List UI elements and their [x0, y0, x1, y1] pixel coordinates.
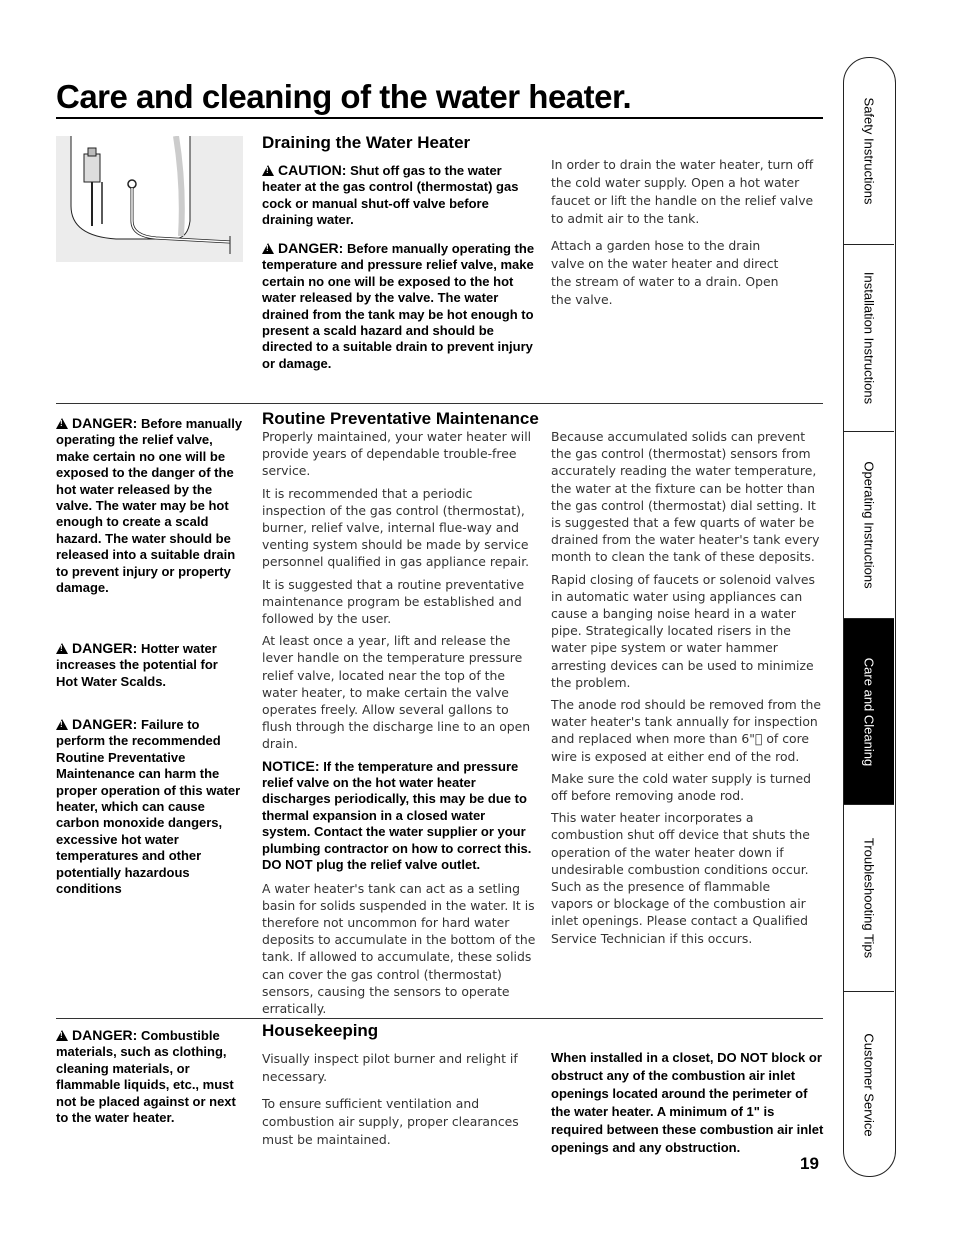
danger-text: Hotter water increases the potential for Hot Water Scalds. [56, 641, 218, 689]
draining-body [551, 156, 825, 314]
warning-triangle-icon [56, 418, 68, 429]
draining-heading: Draining the Water Heater [262, 133, 471, 152]
section-rule [56, 1018, 823, 1019]
maintenance-paragraph: Rapid closing of faucets or solenoid valves in automatic water using appliances can cause a banging noise heard in a water pipe. Strategically located risers in the water pipe system or water hammer arresting devices can be used to minimize the problem. [551, 571, 815, 690]
danger-box-draining [262, 240, 536, 372]
maintenance-paragraph: Properly maintained, your water heater will provide years of dependable trouble-free service. [262, 429, 532, 479]
maintenance-paragraph: A water heater's tank can act as a setling basin for solids suspended in the water. It is therefore not uncommon for hard water deposits to accumulate in the bottom of the tank. If allowed to accumulate, these solids can cover the gas control (thermostat) sensors, causing the sensors to operate erratically. [262, 880, 536, 1016]
danger-label: DANGER: [72, 1027, 138, 1043]
section-rule [56, 403, 823, 404]
danger-text: Before manually operating the relief valve, make certain no one will be exposed to the danger of the hot water released by the valve. The water may be hot enough to create a scald hazard. The water should be released into a suitable drain to prevent injury or property damage. [56, 416, 243, 596]
page-title: Care and cleaning of the water heater. [56, 78, 632, 115]
maintenance-col2 [551, 428, 825, 952]
housekeeping-body [262, 1050, 532, 1154]
danger-text: Before manually operating the temperature and pressure relief valve, make certain no one will be exposed to the hot water released by the valve. The water drained from the tank may be hot enough to present a scald hazard and should be directed to a suitable drain to prevent injury or damage. [262, 241, 535, 371]
maintenance-paragraph: This water heater incorporates a combustion shut off device that shuts the operation of the water heater down if undesirable combustion conditions occur. Such as the presence of flammable vapors or blockage of the combustion air inlet openings. Please contact a Qualified Service Technician if this occurs. [551, 810, 810, 946]
danger-box-hot-water [56, 640, 242, 690]
title-rule [56, 117, 823, 119]
housekeeping-paragraph: To ensure sufficient ventilation and combustion air supply, proper clearances must be maintained. [262, 1096, 519, 1147]
danger-box-combustible [56, 1027, 244, 1126]
caution-text: Shut off gas to the water heater at the gas control (thermostat) gas cock or manual shut-off valve before draining water. [262, 163, 519, 228]
tab-troubleshooting-tips[interactable]: Troubleshooting Tips [844, 805, 894, 992]
maintenance-paragraph: It is recommended that a periodic inspection of the gas control (thermostat), burner, relief valve, internal flue-way and venting system should be made by service personnel qualified in gas appliance repair. [262, 485, 530, 570]
draining-paragraph: Attach a garden hose to the drain valve on the water heater and direct the stream of water to a drain. Open the valve. [551, 238, 779, 307]
warning-triangle-icon [56, 1030, 68, 1041]
section-tabs [843, 57, 896, 1177]
maintenance-paragraph: It is suggested that a routine preventative maintenance program be established and followed by the user. [262, 576, 525, 627]
maintenance-heading: Routine Preventative Maintenance [262, 409, 539, 428]
tab-safety-instructions[interactable]: Safety Instructions [844, 58, 894, 245]
water-heater-drain-illustration [56, 136, 243, 262]
tab-customer-service[interactable]: Customer Service [861, 1033, 877, 1137]
maintenance-paragraph: The anode rod should be removed from the water heater's tank annually for inspection and replaced when more than 6"  of core wire is exposed at either end of the rod. [551, 697, 822, 764]
page-number: 19 [800, 1154, 819, 1173]
notice-box [262, 758, 536, 874]
draining-paragraph: In order to drain the water heater, turn off the cold water supply. Open a hot water faucet or lift the handle on the relief valve to admit air to the tank. [551, 157, 814, 226]
warning-triangle-icon [56, 643, 68, 654]
notice-text: If the temperature and pressure relief valve on the hot water heater discharges periodically, this may be due to thermal expansion in a closed water system. Contact the water supplier or your plumbing contractor on how to correct this. DO NOT plug the relief valve outlet. [262, 758, 532, 873]
housekeeping-paragraph: Visually inspect pilot burner and relight if necessary. [262, 1051, 518, 1084]
maintenance-col1 [262, 428, 536, 1022]
maintenance-paragraph: At least once a year, lift and release the lever handle on the temperature pressure relief valve, located near the top of the water heater, to make certain the valve operates freely. Allow several gallons to flush through the discharge line to an open drain. [262, 633, 531, 752]
danger-label: DANGER: [72, 640, 138, 656]
danger-box-maintenance [56, 716, 244, 897]
caution-label: CAUTION: [278, 162, 347, 178]
warning-triangle-icon [262, 165, 274, 176]
caution-box [262, 162, 534, 229]
danger-label: DANGER: [72, 716, 138, 732]
closet-clearance-note: When installed in a closet, DO NOT block or obstruct any of the combustion air inlet openings located around the perimeter of the water heater. A minimum of 1" is required between these combustion air inlet openings and any obstruction. [551, 1050, 824, 1155]
notice-label: NOTICE: [262, 757, 320, 774]
tab-operating-instructions[interactable]: Operating Instructions [844, 432, 894, 619]
tab-installation-instructions[interactable]: Installation Instructions [844, 245, 894, 432]
danger-text: Combustible materials, such as clothing, cleaning materials, or flammable liquids, etc., must not be placed against or next to the water heater. [56, 1028, 236, 1126]
maintenance-paragraph: Make sure the cold water supply is turned off before removing anode rod. [551, 770, 811, 804]
danger-box-relief-valve [56, 415, 244, 596]
housekeeping-heading: Housekeeping [262, 1021, 379, 1040]
danger-text: Failure to perform the recommended Routine Preventative Maintenance can harm the proper operation of this water heater, which can cause carbon monoxide dangers, excessive hot water temperatures and other potentially hazardous conditions [56, 717, 241, 897]
warning-triangle-icon [262, 243, 274, 254]
danger-label: DANGER: [72, 415, 138, 431]
tab-care-and-cleaning[interactable]: Care and Cleaning [844, 619, 894, 805]
warning-triangle-icon [56, 719, 68, 730]
maintenance-paragraph: Because accumulated solids can prevent the gas control (thermostat) sensors from accurately reading the water temperature, the water at the fixture can be hotter than the gas control (thermostat) dial setting. It is suggested that a few quarts of water be drained from the water heater's tank every month to clean the tank of these deposits. [551, 429, 820, 565]
danger-label: DANGER: [278, 240, 344, 256]
